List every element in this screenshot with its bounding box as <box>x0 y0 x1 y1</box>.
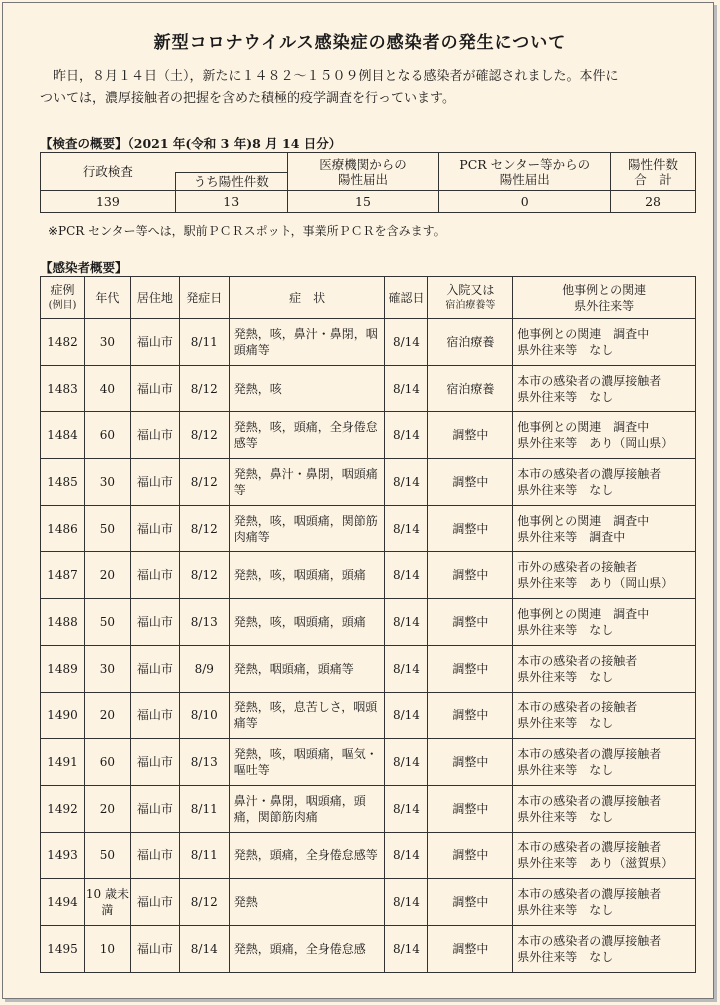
summary-header-pcr-line1: PCR センター等からの <box>459 156 591 172</box>
case-confirmed: 8/14 <box>385 319 428 366</box>
summary-heading: 【検査の概要】（2021 年(令和 3 年)8 月 14 日分） <box>40 136 342 151</box>
case-onset: 8/11 <box>179 832 229 879</box>
case-age: 30 <box>84 459 130 506</box>
case-id: 1491 <box>41 739 85 786</box>
case-residence: 福山市 <box>130 832 179 879</box>
header-relation <box>513 277 696 319</box>
case-row <box>41 645 696 692</box>
intro-line-1: 昨日，８月１４日（土），新たに１４８２～１５０９例目となる感染者が確認されました。本件に <box>53 69 619 84</box>
header-relation-line2: 県外往来等 <box>574 298 635 313</box>
case-symptoms: 発熱，咳，頭痛，全身倦怠感等 <box>229 412 385 459</box>
case-onset: 8/11 <box>179 319 229 366</box>
case-symptoms: 発熱，咽頭痛，頭痛等 <box>229 645 385 692</box>
case-row <box>41 365 696 412</box>
case-relation-line1: 他事例との関連 調査中 <box>517 420 650 435</box>
case-relation-line1: 本市の感染者の濃厚接触者 <box>517 793 662 808</box>
summary-header-iryo <box>287 153 439 191</box>
case-hosp: 調整中 <box>428 552 513 599</box>
case-symptoms: 発熱，咳，鼻汁・鼻閉，咽頭痛等 <box>229 319 385 366</box>
case-symptoms: 発熱，咳，息苦しさ，咽頭痛等 <box>229 692 385 739</box>
summary-header-uchi: うち陽性件数 <box>175 173 287 191</box>
case-relation <box>513 365 696 412</box>
header-case <box>41 277 85 319</box>
case-relation <box>513 739 696 786</box>
case-id: 1489 <box>41 645 85 692</box>
header-hosp-line1: 入院又は <box>446 282 495 297</box>
case-onset: 8/12 <box>179 459 229 506</box>
case-onset: 8/11 <box>179 785 229 832</box>
case-residence: 福山市 <box>130 879 179 926</box>
case-relation-line1: 本市の感染者の濃厚接触者 <box>517 373 662 388</box>
summary-header-pcr <box>439 153 611 191</box>
case-relation-line1: 他事例との関連 調査中 <box>517 606 650 621</box>
case-relation-line1: 他事例との関連 調査中 <box>517 513 650 528</box>
summary-value-iryo: 15 <box>287 191 439 213</box>
case-hosp: 調整中 <box>428 925 513 972</box>
case-onset: 8/12 <box>179 552 229 599</box>
case-confirmed: 8/14 <box>385 645 428 692</box>
summary-note: ※PCR センター等へは，駅前ＰＣＲスポット，事業所ＰＣＲを含みます。 <box>48 224 446 238</box>
case-confirmed: 8/14 <box>385 832 428 879</box>
case-confirmed: 8/14 <box>385 552 428 599</box>
case-id: 1485 <box>41 459 85 506</box>
case-id: 1484 <box>41 412 85 459</box>
header-hosp-line2: 宿泊療養等 <box>445 299 496 311</box>
case-row <box>41 785 696 832</box>
case-confirmed: 8/14 <box>385 412 428 459</box>
case-relation-line2: 県外往来等 なし <box>517 716 614 731</box>
case-age: 50 <box>84 505 130 552</box>
case-residence: 福山市 <box>130 365 179 412</box>
case-rows <box>41 319 696 973</box>
case-relation-line1: 本市の感染者の濃厚接触者 <box>517 933 662 948</box>
case-row <box>41 505 696 552</box>
case-hosp: 調整中 <box>428 505 513 552</box>
case-age: 30 <box>84 319 130 366</box>
case-confirmed: 8/14 <box>385 739 428 786</box>
case-residence: 福山市 <box>130 319 179 366</box>
case-onset: 8/10 <box>179 692 229 739</box>
summary-header-total <box>611 153 696 191</box>
case-age: 50 <box>84 599 130 646</box>
case-row <box>41 599 696 646</box>
case-onset: 8/13 <box>179 599 229 646</box>
case-hosp: 調整中 <box>428 692 513 739</box>
case-relation-line1: 本市の感染者の接触者 <box>517 700 638 715</box>
case-residence: 福山市 <box>130 505 179 552</box>
case-symptoms: 発熱，頭痛，全身倦怠感等 <box>229 832 385 879</box>
header-symptoms: 症 状 <box>229 277 385 319</box>
case-relation <box>513 925 696 972</box>
summary-header-blank <box>175 153 287 173</box>
case-residence: 福山市 <box>130 645 179 692</box>
case-hosp: 宿泊療養 <box>428 365 513 412</box>
case-relation-line2: 県外往来等 あり（岡山県） <box>517 436 674 451</box>
case-relation-line2: 県外往来等 なし <box>517 903 614 918</box>
case-id: 1483 <box>41 365 85 412</box>
case-onset: 8/12 <box>179 412 229 459</box>
case-age: 50 <box>84 832 130 879</box>
case-id: 1495 <box>41 925 85 972</box>
case-hosp: 調整中 <box>428 879 513 926</box>
case-age: 20 <box>84 692 130 739</box>
intro-paragraph <box>40 66 690 110</box>
case-symptoms: 発熱，咳 <box>229 365 385 412</box>
cases-heading: 【感染者概要】 <box>40 260 128 275</box>
case-id: 1490 <box>41 692 85 739</box>
case-symptoms: 発熱，咳，咽頭痛，頭痛 <box>229 552 385 599</box>
summary-header-iryo-line1: 医療機関からの <box>319 156 407 172</box>
case-age: 40 <box>84 365 130 412</box>
case-row <box>41 412 696 459</box>
case-relation-line2: 県外往来等 なし <box>517 949 614 964</box>
case-row <box>41 739 696 786</box>
case-relation <box>513 319 696 366</box>
case-relation-line2: 県外往来等 あり（滋賀県） <box>517 856 674 871</box>
case-confirmed: 8/14 <box>385 692 428 739</box>
case-hosp: 調整中 <box>428 785 513 832</box>
case-relation <box>513 552 696 599</box>
case-relation <box>513 692 696 739</box>
case-symptoms: 発熱，頭痛，全身倦怠感 <box>229 925 385 972</box>
case-onset: 8/12 <box>179 879 229 926</box>
header-residence: 居住地 <box>130 277 179 319</box>
case-relation <box>513 785 696 832</box>
case-relation-line1: 本市の感染者の接触者 <box>517 653 638 668</box>
case-onset: 8/12 <box>179 505 229 552</box>
case-relation-line2: 県外往来等 なし <box>517 809 614 824</box>
summary-header-total-line1: 陽性件数 <box>628 156 679 172</box>
header-onset: 発症日 <box>179 277 229 319</box>
case-confirmed: 8/14 <box>385 925 428 972</box>
case-id: 1487 <box>41 552 85 599</box>
case-confirmed: 8/14 <box>385 879 428 926</box>
case-hosp: 調整中 <box>428 739 513 786</box>
page-title: 新型コロナウイルス感染症の感染者の発生について <box>153 33 567 53</box>
case-hosp: 調整中 <box>428 459 513 506</box>
summary-value-total: 28 <box>611 191 696 213</box>
case-id: 1493 <box>41 832 85 879</box>
case-onset: 8/12 <box>179 365 229 412</box>
case-relation <box>513 832 696 879</box>
summary-header-iryo-line2: 陽性届出 <box>337 171 388 187</box>
case-row <box>41 459 696 506</box>
case-relation <box>513 645 696 692</box>
case-hosp: 調整中 <box>428 599 513 646</box>
case-age: 60 <box>84 739 130 786</box>
case-hosp: 調整中 <box>428 412 513 459</box>
case-residence: 福山市 <box>130 412 179 459</box>
case-confirmed: 8/14 <box>385 599 428 646</box>
header-relation-line1: 他事例との関連 <box>562 282 647 297</box>
case-onset: 8/9 <box>179 645 229 692</box>
case-symptoms: 発熱 <box>229 879 385 926</box>
case-symptoms: 発熱，鼻汁・鼻閉，咽頭痛等 <box>229 459 385 506</box>
case-relation <box>513 879 696 926</box>
case-residence: 福山市 <box>130 692 179 739</box>
header-hosp <box>428 277 513 319</box>
header-confirmed: 確認日 <box>385 277 428 319</box>
cases-table <box>40 276 696 973</box>
case-id: 1494 <box>41 879 85 926</box>
case-relation-line1: 他事例との関連 調査中 <box>517 326 650 341</box>
case-symptoms: 鼻汁・鼻閉，咽頭痛，頭痛，関節筋肉痛 <box>229 785 385 832</box>
case-residence: 福山市 <box>130 739 179 786</box>
case-id: 1492 <box>41 785 85 832</box>
case-residence: 福山市 <box>130 552 179 599</box>
case-hosp: 調整中 <box>428 645 513 692</box>
summary-header-gyosei: 行政検査 <box>41 153 176 191</box>
case-age: 10 <box>84 925 130 972</box>
case-age: 20 <box>84 552 130 599</box>
case-relation <box>513 412 696 459</box>
case-symptoms: 発熱，咳，咽頭痛，頭痛 <box>229 599 385 646</box>
case-residence: 福山市 <box>130 599 179 646</box>
case-relation-line2: 県外往来等 なし <box>517 669 614 684</box>
case-relation-line2: 県外往来等 なし <box>517 622 614 637</box>
case-age: 10 歳未満 <box>84 879 130 926</box>
summary-header-pcr-line2: 陽性届出 <box>499 171 550 187</box>
case-relation <box>513 599 696 646</box>
case-relation-line2: 県外往来等 調査中 <box>517 529 626 544</box>
case-confirmed: 8/14 <box>385 785 428 832</box>
case-relation <box>513 459 696 506</box>
case-symptoms: 発熱，咳，咽頭痛，関節筋肉痛等 <box>229 505 385 552</box>
case-confirmed: 8/14 <box>385 459 428 506</box>
case-age: 20 <box>84 785 130 832</box>
case-relation-line2: 県外往来等 なし <box>517 389 614 404</box>
case-hosp: 宿泊療養 <box>428 319 513 366</box>
summary-value-pcr: 0 <box>439 191 611 213</box>
case-residence: 福山市 <box>130 925 179 972</box>
case-row <box>41 692 696 739</box>
summary-table <box>40 152 696 213</box>
case-row <box>41 925 696 972</box>
case-relation-line2: 県外往来等 なし <box>517 342 614 357</box>
case-relation-line2: 県外往来等 なし <box>517 482 614 497</box>
case-relation-line1: 本市の感染者の濃厚接触者 <box>517 466 662 481</box>
case-onset: 8/13 <box>179 739 229 786</box>
case-symptoms: 発熱，咳，咽頭痛，嘔気・嘔吐等 <box>229 739 385 786</box>
case-confirmed: 8/14 <box>385 505 428 552</box>
case-id: 1482 <box>41 319 85 366</box>
case-row <box>41 832 696 879</box>
case-residence: 福山市 <box>130 459 179 506</box>
case-relation-line1: 本市の感染者の濃厚接触者 <box>517 840 662 855</box>
case-confirmed: 8/14 <box>385 365 428 412</box>
case-hosp: 調整中 <box>428 832 513 879</box>
intro-line-2: ついては，濃厚接触者の把握を含めた積極的疫学調査を行っています。 <box>40 91 455 106</box>
case-age: 30 <box>84 645 130 692</box>
case-onset: 8/14 <box>179 925 229 972</box>
case-row <box>41 879 696 926</box>
case-relation-line1: 本市の感染者の濃厚接触者 <box>517 887 662 902</box>
header-case-line1: 症例 <box>50 282 75 297</box>
summary-header-total-line2: 合 計 <box>634 171 672 187</box>
summary-value-uchi: 13 <box>175 191 287 213</box>
case-id: 1486 <box>41 505 85 552</box>
case-age: 60 <box>84 412 130 459</box>
case-relation <box>513 505 696 552</box>
case-id: 1488 <box>41 599 85 646</box>
header-case-line2: (例目) <box>48 299 77 311</box>
case-residence: 福山市 <box>130 785 179 832</box>
case-relation-line1: 本市の感染者の濃厚接触者 <box>517 747 662 762</box>
case-relation-line1: 市外の感染者の接触者 <box>517 560 638 575</box>
case-relation-line2: 県外往来等 あり（岡山県） <box>517 576 674 591</box>
case-row <box>41 319 696 366</box>
case-relation-line2: 県外往来等 なし <box>517 763 614 778</box>
header-age: 年代 <box>84 277 130 319</box>
summary-value-gyosei: 139 <box>41 191 176 213</box>
case-row <box>41 552 696 599</box>
